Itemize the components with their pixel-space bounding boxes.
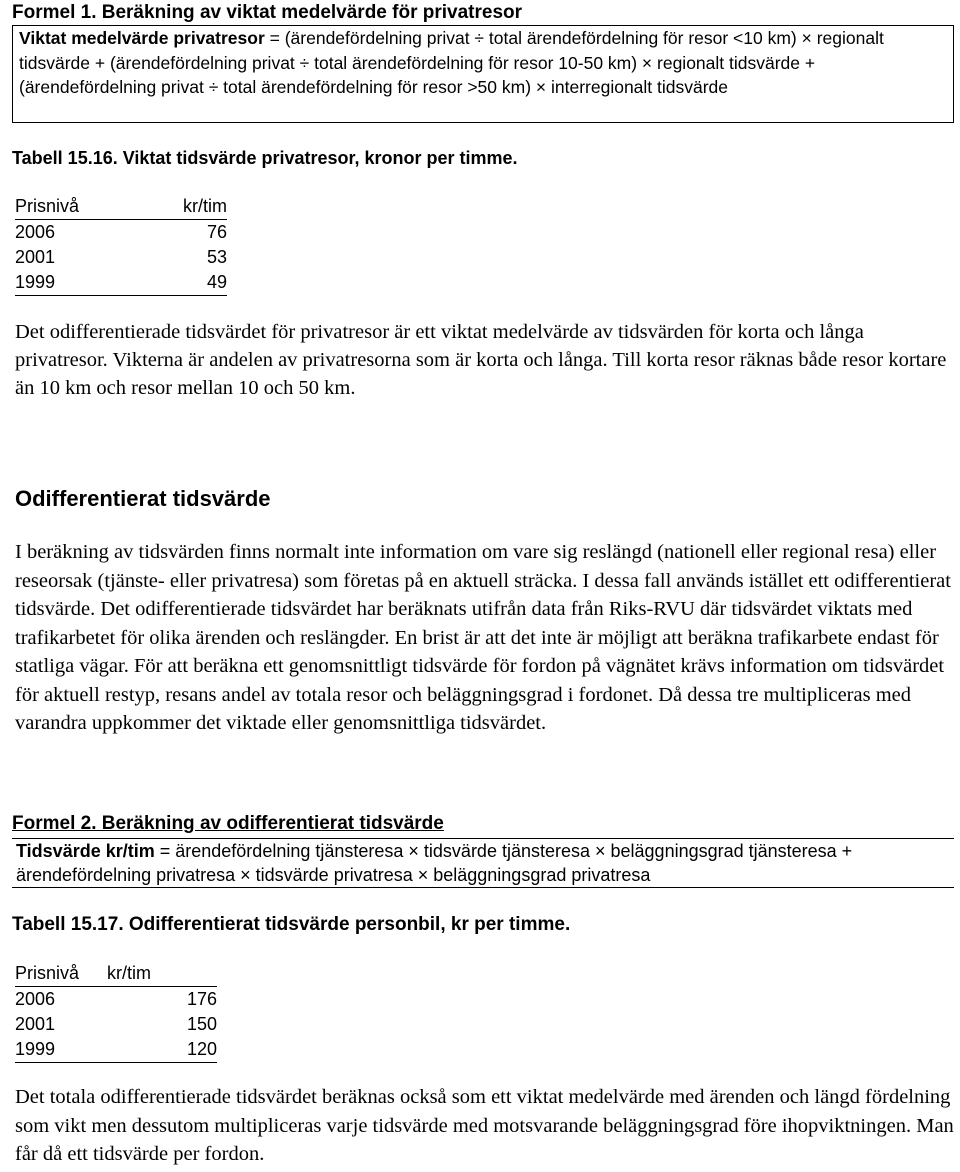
paragraph-total-undifferentiated: Det totala odifferentierade tidsvärdet beräknas också som ett viktat medelvärde med ärenden och längd fördelning som vikt men dessutom multipliceras varje tidsvärde med motsvarande beläggningsgrad före ihopviktningen. Man får då ett tidsvärde per fordon. bbox=[15, 1086, 954, 1165]
paragraph-undifferentiated: I beräkning av tidsvärden finns normalt inte information om vare sig reslängd (nationell eller regional resa) eller reseorsak (tjänste- eller privatresa) som företas på en aktuell sträcka. I dessa fall används istället ett odifferentierat tidsvärde. Det odifferentierade tidsvärdet har beräknats utifrån data från Riks-RVU där tidsvärdet viktats med trafikarbetet för olika ärenden och reslängder. En brist är att det inte är möjligt att beräkna trafikarbete endast för statliga vägar. För att beräkna ett genomsnittligt tidsvärde för fordon på vägnätet krävs information om tidsvärdet för aktuell restyp, resans andel av totala resor och beläggningsgrad i fordonet. Då dessa tre multipliceras med varandra uppkommer det viktade eller genomsnittliga tidsvärdet. bbox=[15, 541, 951, 734]
table-cell-value: 150 bbox=[186, 1014, 217, 1034]
table-cell-year: 2001 bbox=[15, 247, 56, 267]
formula-1-box bbox=[12, 25, 954, 123]
table-15-16-caption: Tabell 15.16. Viktat tidsvärde privatresor, kronor per timme. bbox=[12, 148, 518, 168]
formula-1-title: Formel 1. Beräkning av viktat medelvärde för privatresor bbox=[12, 2, 523, 23]
paragraph-weighted-private: Det odifferentierade tidsvärdet för privatresor är ett viktat medelvärde av tidsvärden för korta och långa privatresor. Vikterna är andelen av privatresorna som är korta och långa. Till korta resor räknas både resor kortare än 10 km och resor mellan 10 och 50 km. bbox=[15, 321, 947, 399]
formula-1-lead: Viktat medelvärde privatresor bbox=[19, 28, 265, 48]
formula-2-title: Formel 2. Beräkning av odifferentierat tidsvärde bbox=[12, 813, 444, 834]
table-row bbox=[15, 987, 217, 1013]
table-cell-value: 176 bbox=[186, 989, 217, 1009]
table-cell-value: 49 bbox=[115, 270, 227, 296]
table-header-row bbox=[15, 193, 227, 220]
formula-2-lead: Tidsvärde kr/tim bbox=[16, 841, 155, 861]
table-row bbox=[15, 220, 227, 246]
column-header-kr-tim: kr/tim bbox=[115, 193, 227, 220]
table-row bbox=[15, 1012, 217, 1037]
table-cell-year: 2001 bbox=[15, 1014, 56, 1034]
table-row bbox=[15, 270, 227, 296]
table-cell-year: 2006 bbox=[15, 989, 56, 1009]
table-header-row bbox=[15, 960, 217, 987]
table-cell-year: 1999 bbox=[15, 270, 115, 296]
formula-2-box bbox=[12, 838, 954, 888]
table-15-16 bbox=[15, 193, 227, 296]
column-header-prisniva: Prisnivå bbox=[15, 193, 115, 220]
column-header-kr-tim: kr/tim bbox=[107, 960, 217, 987]
table-cell-value: 53 bbox=[206, 247, 227, 267]
table-cell-value: 120 bbox=[107, 1037, 217, 1063]
column-header-prisniva: Prisnivå bbox=[15, 960, 107, 987]
table-15-17 bbox=[15, 960, 217, 1063]
formula-2-body: = ärendefördelning tjänsteresa × tidsvärde tjänsteresa × beläggningsgrad tjänsteresa + ärendefördelning privatresa × tidsvärde privatresa × beläggningsgrad privatresa bbox=[16, 841, 853, 885]
formula-1-body: = (ärendefördelning privat ÷ total ärendefördelning för resor <10 km) × regionalt tidsvärde + (ärendefördelning privat ÷ total ärendefördelning för resor 10-50 km) × regionalt tidsvärde + (ärendefördelning privat ÷ total ärendefördelning för resor >50 km) × interregionalt tidsvärde bbox=[19, 28, 884, 97]
table-cell-value: 76 bbox=[206, 222, 227, 242]
table-row bbox=[15, 1037, 217, 1063]
section-heading: Odifferentierat tidsvärde bbox=[15, 486, 271, 511]
table-cell-year: 1999 bbox=[15, 1037, 107, 1063]
table-cell-year: 2006 bbox=[15, 222, 56, 242]
table-row bbox=[15, 245, 227, 270]
table-15-17-caption: Tabell 15.17. Odifferentierat tidsvärde personbil, kr per timme. bbox=[12, 914, 571, 935]
